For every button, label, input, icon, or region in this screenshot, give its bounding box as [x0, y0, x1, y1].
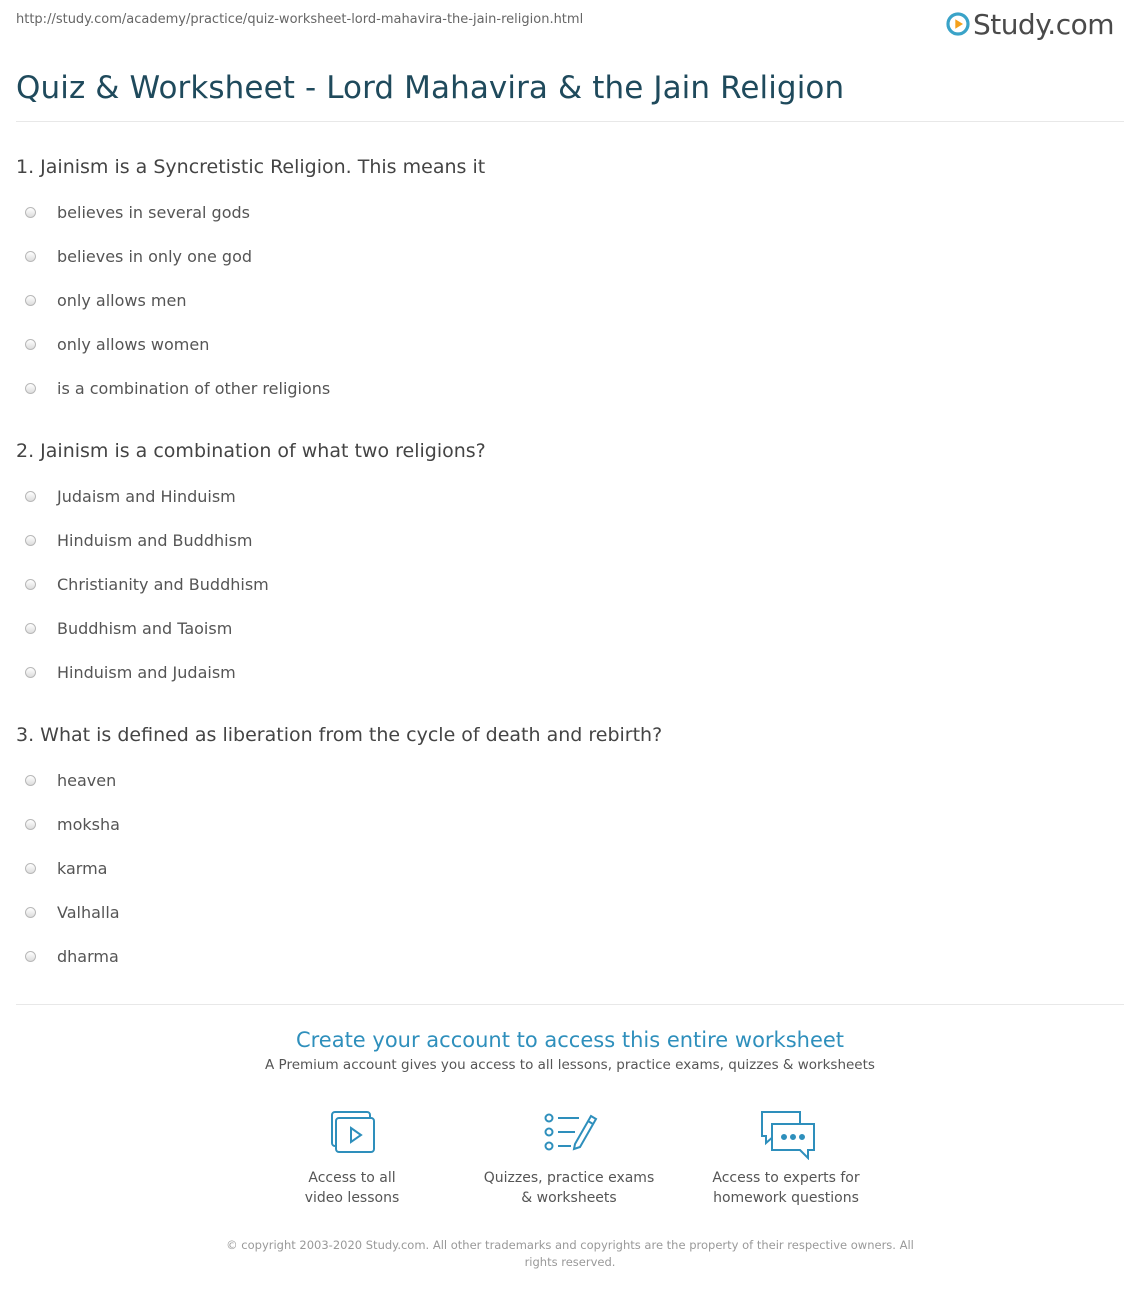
- title-divider: [16, 121, 1124, 122]
- cta-subtitle: A Premium account gives you access to all lessons, practice exams, quizzes & worksheets: [265, 1057, 875, 1073]
- radio-button[interactable]: [25, 251, 36, 262]
- answer-option[interactable]: [16, 650, 486, 694]
- answer-option[interactable]: [16, 190, 485, 234]
- answer-option[interactable]: [16, 846, 662, 890]
- option-label: Hinduism and Buddhism: [57, 530, 253, 550]
- feature-line: & worksheets: [521, 1190, 617, 1206]
- question-text: 2. Jainism is a combination of what two religions?: [16, 440, 486, 462]
- answer-option[interactable]: [16, 322, 485, 366]
- feature-video-lessons: [257, 1108, 447, 1208]
- answer-option[interactable]: [16, 606, 486, 650]
- option-label: believes in only one god: [57, 246, 253, 266]
- answer-option[interactable]: [16, 934, 662, 978]
- chat-bubbles-icon: [754, 1108, 818, 1160]
- answer-option[interactable]: [16, 890, 662, 934]
- radio-button[interactable]: [25, 491, 36, 502]
- answer-option[interactable]: [16, 278, 485, 322]
- quiz-checklist-icon: [537, 1108, 601, 1160]
- copyright-footer: © copyright 2003-2020 Study.com. All other trademarks and copyrights are the property of their respective owners. All rights reserved.: [226, 1238, 914, 1269]
- radio-button[interactable]: [25, 907, 36, 918]
- feature-line: Access to all: [308, 1170, 396, 1186]
- option-label: Christianity and Buddhism: [57, 574, 269, 594]
- radio-button[interactable]: [25, 295, 36, 306]
- option-label: karma: [57, 858, 108, 878]
- answer-option[interactable]: [16, 758, 662, 802]
- radio-button[interactable]: [25, 579, 36, 590]
- question-2: [16, 438, 486, 694]
- feature-line: Access to experts for: [712, 1170, 860, 1186]
- feature-quizzes: [474, 1108, 664, 1208]
- radio-button[interactable]: [25, 819, 36, 830]
- radio-button[interactable]: [25, 775, 36, 786]
- option-label: is a combination of other religions: [57, 378, 331, 398]
- answer-options: [16, 190, 485, 410]
- question-text: 1. Jainism is a Syncretistic Religion. This means it: [16, 156, 486, 178]
- answer-option[interactable]: [16, 802, 662, 846]
- answer-options: [16, 758, 662, 978]
- radio-button[interactable]: [25, 339, 36, 350]
- feature-label: [474, 1168, 664, 1208]
- option-label: moksha: [57, 814, 120, 834]
- question-3: [16, 722, 662, 978]
- feature-label: [691, 1168, 881, 1208]
- answer-option[interactable]: [16, 562, 486, 606]
- study-logo[interactable]: [946, 8, 1114, 40]
- page-url: http://study.com/academy/practice/quiz-worksheet-lord-mahavira-the-jain-religion.html: [16, 12, 584, 27]
- radio-button[interactable]: [25, 863, 36, 874]
- play-circle-logo-icon: [946, 12, 970, 36]
- feature-experts: [691, 1108, 881, 1208]
- answer-option[interactable]: [16, 518, 486, 562]
- answer-option[interactable]: [16, 234, 485, 278]
- option-label: dharma: [57, 946, 119, 966]
- option-label: only allows men: [57, 290, 187, 310]
- radio-button[interactable]: [25, 951, 36, 962]
- answer-options: [16, 474, 486, 694]
- question-1: [16, 154, 485, 410]
- radio-button[interactable]: [25, 207, 36, 218]
- radio-button[interactable]: [25, 623, 36, 634]
- feature-line: video lessons: [304, 1190, 400, 1206]
- top-bar: [16, 0, 1114, 44]
- content-divider: [16, 1004, 1124, 1005]
- logo-text: Study.com: [972, 7, 1114, 41]
- option-label: only allows women: [57, 334, 210, 354]
- question-text: 3. What is defined as liberation from the cycle of death and rebirth?: [16, 724, 663, 746]
- feature-line: homework questions: [713, 1190, 859, 1206]
- create-account-link[interactable]: Create your account to access this entire worksheet: [295, 1028, 845, 1052]
- feature-label: [257, 1168, 447, 1208]
- radio-button[interactable]: [25, 667, 36, 678]
- answer-option[interactable]: [16, 366, 485, 410]
- signup-cta: [0, 1025, 1140, 1073]
- answer-option[interactable]: [16, 474, 486, 518]
- radio-button[interactable]: [25, 535, 36, 546]
- radio-button[interactable]: [25, 383, 36, 394]
- option-label: believes in several gods: [57, 202, 250, 222]
- video-lessons-icon: [320, 1108, 384, 1160]
- option-label: heaven: [57, 770, 117, 790]
- option-label: Hinduism and Judaism: [57, 662, 236, 682]
- option-label: Buddhism and Taoism: [57, 618, 233, 638]
- feature-line: Quizzes, practice exams: [483, 1170, 655, 1186]
- page-title: Quiz & Worksheet - Lord Mahavira & the Jain Religion: [16, 70, 845, 106]
- option-label: Valhalla: [57, 902, 120, 922]
- option-label: Judaism and Hinduism: [57, 486, 236, 506]
